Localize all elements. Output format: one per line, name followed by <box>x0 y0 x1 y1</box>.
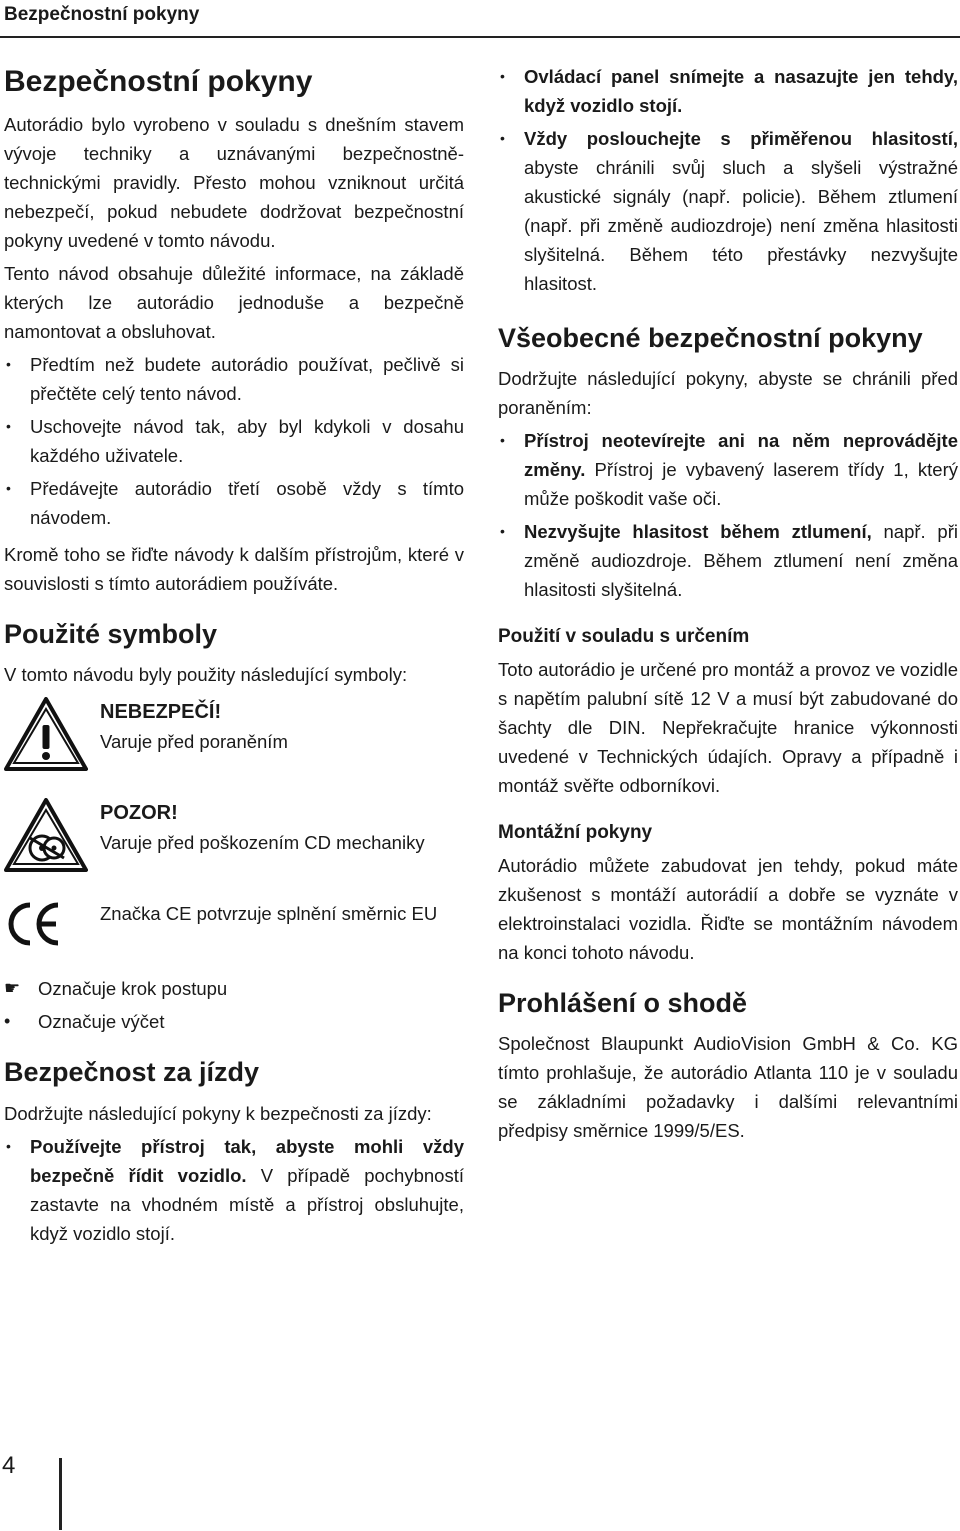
driving-heading: Bezpečnost za jízdy <box>4 1057 260 1088</box>
footer-divider <box>59 1458 62 1530</box>
bold-text: Nezvyšujte hlasitost během ztlumení, <box>524 521 872 543</box>
ce-symbol-row <box>4 899 464 954</box>
intro-paragraph-2: Tento návod obsahuje důležité informace, na základě kterých lze autorádio jednoduše a bezpečně namontovat a obsluhovat. <box>4 263 464 342</box>
mounting-text: Autorádio můžete zabudovat jen tehdy, pokud máte zkušenost s montáží autorádií a dobře se vyznáte v elektroinstalaci vozidla. Řiďte se montážním návodem na konci tohoto návodu. <box>498 854 958 963</box>
list-item <box>498 426 958 513</box>
right-column <box>498 62 958 1149</box>
list-item <box>498 124 958 298</box>
danger-label: NEBEZPEČÍ! <box>100 701 222 724</box>
mounting-heading: Montážní pokyny <box>498 822 653 844</box>
list-legend <box>4 1007 464 1036</box>
list-description: Označuje výčet <box>38 1011 165 1033</box>
driving-bullet-list <box>4 1132 464 1248</box>
general-safety-list <box>498 426 958 604</box>
danger-description: Varuje před poraněním <box>100 731 288 753</box>
regular-text: např. při změně audiozdroje. Během ztlumení není změna hlasitosti slyšitelná. <box>524 521 958 601</box>
danger-symbol-text <box>92 697 464 756</box>
intro-bullet-list <box>4 350 464 532</box>
list-item <box>4 1132 464 1248</box>
bold-text: Používejte přístroj tak, abyste mohli vždy bezpečně řídit vozidlo. <box>30 1135 464 1186</box>
caution-description: Varuje před poškozením CD mechaniky <box>100 832 425 854</box>
ce-mark-icon <box>4 899 92 954</box>
conformity-text: Společnost Blaupunkt AudioVision GmbH & Co. KG tímto prohlašuje, že autorádio Atlanta 110 je v souladu se základními požadavky i dalšími relevantními předpisy směrnice 1999/5/ES. <box>498 1033 958 1142</box>
general-safety-intro: Dodržujte následující pokyny, abyste se chránili před poraněním: <box>498 368 958 419</box>
header-divider <box>0 36 960 38</box>
ce-symbol-text <box>92 899 464 928</box>
regular-text: Přístroj je vybavený laserem třídy 1, který může poškodit vaše oči. <box>524 459 958 510</box>
caution-symbol-row <box>4 798 464 879</box>
warning-triangle-icon <box>4 697 92 778</box>
list-item: • Předtím než budete autorádio používat, pečlivě si přečtěte celý tento návod. <box>4 350 464 408</box>
page-number: 4 <box>2 1452 16 1479</box>
symbols-intro: V tomto návodu byly použity následující symboly: <box>4 664 408 686</box>
intended-use-heading: Použití v souladu s určením <box>498 626 750 648</box>
driving-bullet-list-continued <box>498 62 958 298</box>
danger-symbol-row <box>4 697 464 778</box>
bold-text: Přístroj neotevírejte ani na něm neprovádějte změny. <box>524 430 958 481</box>
running-header: Bezpečnostní pokyny <box>4 4 200 25</box>
intro-paragraph-1: Autorádio bylo vyrobeno v souladu s dnešním stavem vývoje techniky a uznávanými bezpečnostně-technickými pravidly. Přesto mohou vzniknout určitá nebezpečí, pokud nebudete dodržovat bezpečnostní pokyny uvedené v tomto návodu. <box>4 114 464 251</box>
list-item: • Předávejte autorádio třetí osobě vždy s tímto návodem. <box>4 474 464 532</box>
driving-intro: Dodržujte následující pokyny k bezpečnosti za jízdy: <box>4 1102 432 1124</box>
step-description: Označuje krok postupu <box>38 978 228 1000</box>
list-item: • Uschovejte návod tak, aby byl kdykoli v dosahu každého uživatele. <box>4 412 464 470</box>
general-safety-heading: Všeobecné bezpečnostní pokyny <box>498 323 923 353</box>
intended-use-text: Toto autorádio je určené pro montáž a provoz ve vozidle s napětím palubní sítě 12 V a musí být zabudované do šachty dle DIN. Nepřekračujte hranice výkonnosti uvedené v Technických údajích. Opravy a případně i montáž svěřte odborníkovi. <box>498 659 958 797</box>
page-title: Bezpečnostní pokyny <box>4 65 313 98</box>
step-legend <box>4 974 464 1003</box>
symbols-heading: Použité symboly <box>4 619 218 649</box>
cd-warning-icon <box>4 798 92 879</box>
list-item <box>498 517 958 604</box>
ce-description: Značka CE potvrzuje splnění směrnic EU <box>100 903 438 925</box>
caution-symbol-text <box>92 798 464 857</box>
bold-text: Ovládací panel snímejte a nasazujte jen tehdy, když vozidlo stojí. <box>524 66 958 116</box>
intro-paragraph-3: Kromě toho se řiďte návody k dalším přístrojům, které v souvislosti s tímto autorádiem používáte. <box>4 544 464 594</box>
caution-label: POZOR! <box>100 802 178 825</box>
list-item <box>498 62 958 120</box>
conformity-heading: Prohlášení o shodě <box>498 987 748 1018</box>
regular-text: V případě pochybností zastavte na vhodném místě a přístroj obsluhujte, když vozidlo stojí. <box>30 1164 464 1244</box>
bullet-icon: • <box>4 1011 11 1032</box>
left-column <box>4 56 464 1256</box>
regular-text: abyste chránili svůj sluch a slyšeli výstražné akustické signály (např. policie). Během ztlumení (např. při změně audiozdroje) není změna hlasitosti slyšitelná. Během této přestávky nezvyšujte hlasitost. <box>524 157 958 294</box>
pointing-hand-icon: ☛ <box>4 978 21 999</box>
bold-text: Vždy poslouchejte s přiměřenou hlasitostí, <box>524 128 958 149</box>
